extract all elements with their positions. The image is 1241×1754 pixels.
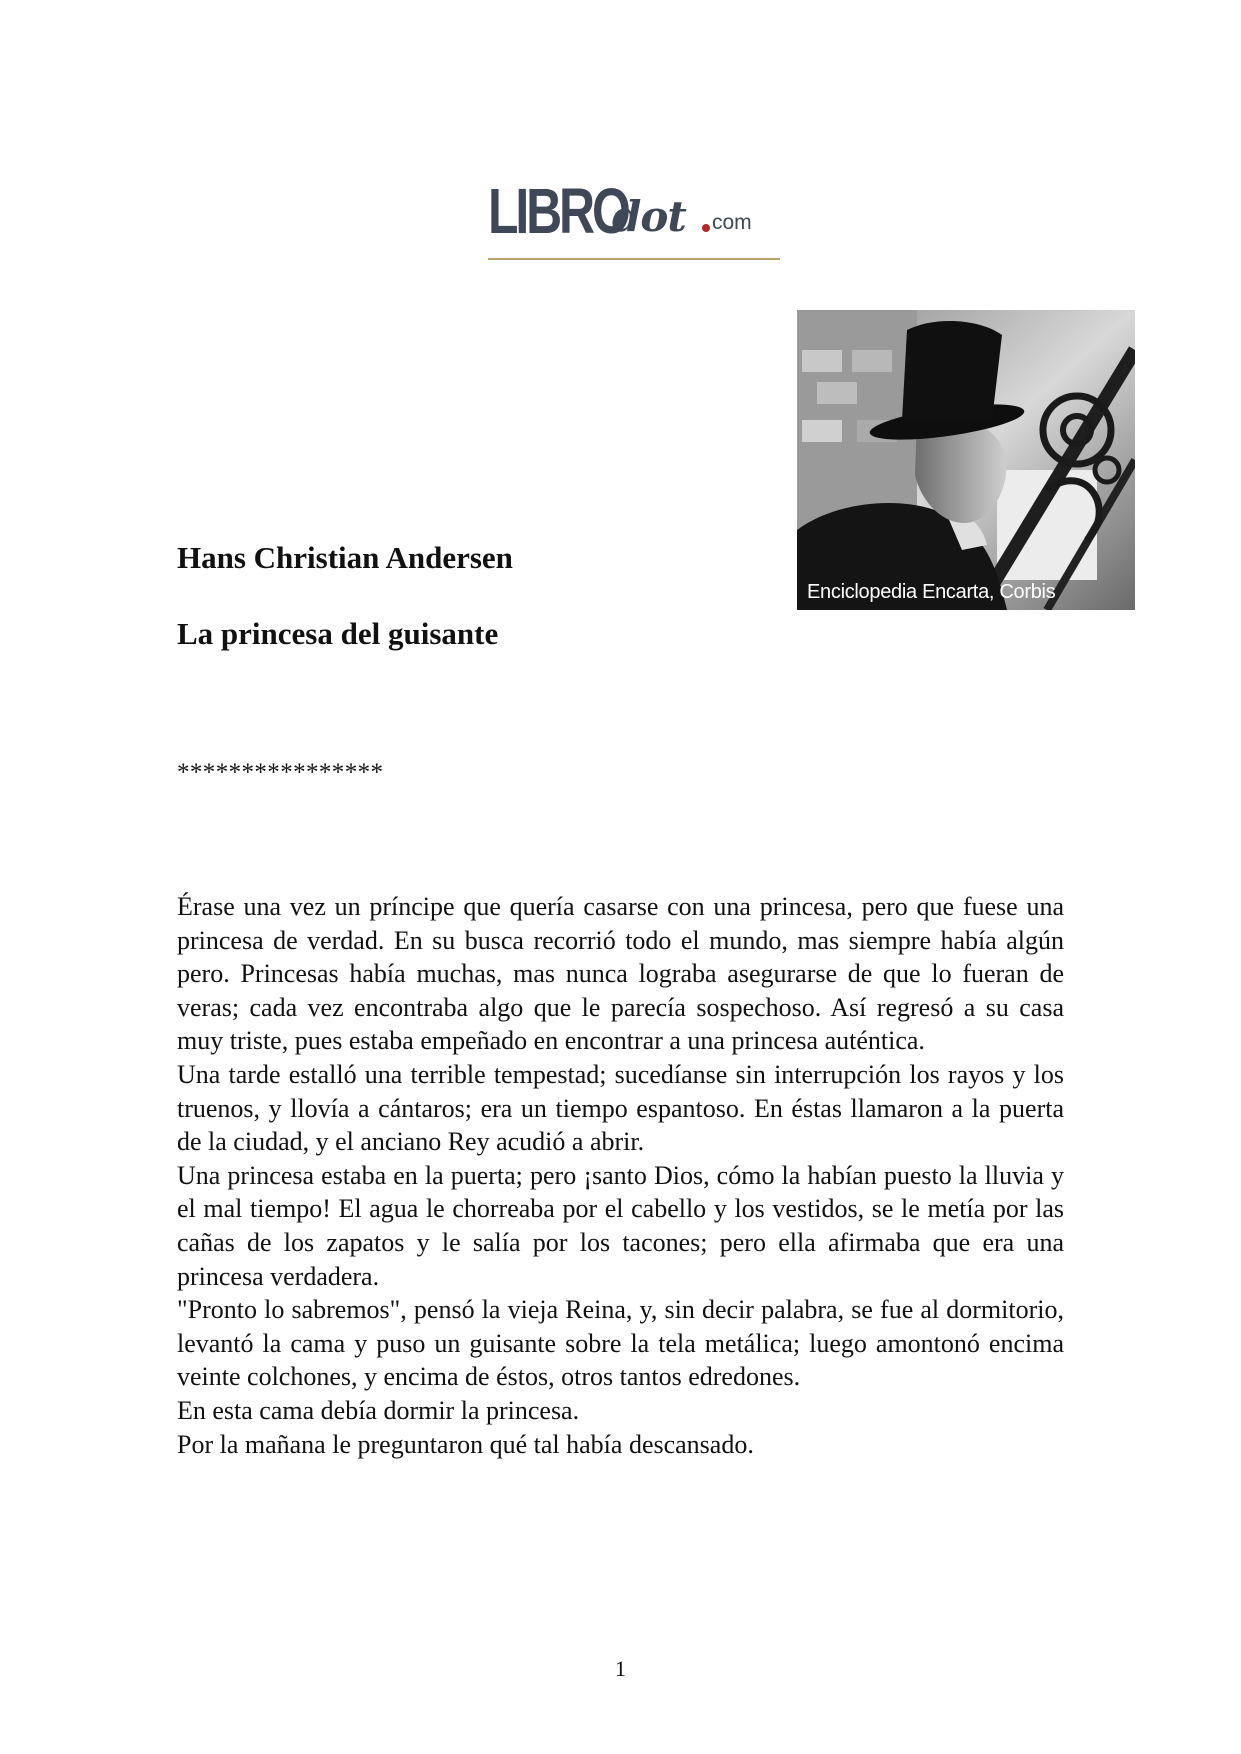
logo-red-dot (702, 224, 710, 232)
paragraph: En esta cama debía dormir la princesa. (177, 1395, 580, 1425)
paragraph: Una princesa estaba en la puerta; pero ¡santo Dios, cómo la habían puesto la lluvia y el mal tiempo! El agua le chorreaba por el cabello y los vestidos, se le metía por las cañas de los zapatos y le salía por los tacones; pero ella afirmaba que era una princesa verdadera. (177, 1160, 1064, 1291)
librodot-logo (488, 172, 780, 264)
logo-libro-text: LIBRO (488, 175, 628, 247)
story-title: La princesa del guisante (177, 616, 499, 651)
page-number: 1 (615, 1656, 626, 1681)
author-name: Hans Christian Andersen (177, 540, 513, 575)
logo-dot-text: dot (612, 192, 686, 241)
paragraph: Érase una vez un príncipe que quería casarse con una princesa, pero que fuese una princesa de verdad. En su busca recorrió todo el mundo, mas siempre había algún pero. Princesas había muchas, mas nunca lograba asegurarse de que lo fueran de veras; cada vez encontraba algo que le parecía sospechoso. Así regresó a su casa muy triste, pues estaba empeñado en encontrar a una princesa auténtica. (177, 892, 1064, 1056)
paragraph: "Pronto lo sabremos", pensó la vieja Reina, y, sin decir palabra, se fue al dormitorio, levantó la cama y puso un guisante sobre la tela metálica; luego amontonó encima veinte colchones, y encima de éstos, otros tantos edredones. (177, 1295, 1064, 1392)
portrait-illustration (797, 310, 1135, 610)
paragraph: Una tarde estalló una terrible tempestad; sucedíanse sin interrupción los rayos y los truenos, y llovía a cántaros; era un tiempo espantoso. En éstas llamaron a la puerta de la ciudad, y el anciano Rey acudió a abrir. (177, 1059, 1064, 1157)
photo-caption: Enciclopedia Encarta, Corbis (807, 581, 1056, 603)
asterisk-separator: **************** (177, 759, 384, 786)
logo-com-text: com (712, 211, 752, 234)
story-body (177, 890, 1064, 1461)
author-portrait-photo (797, 310, 1135, 610)
logo-underline (488, 258, 780, 260)
paragraph: Por la mañana le preguntaron qué tal había descansado. (177, 1429, 754, 1459)
